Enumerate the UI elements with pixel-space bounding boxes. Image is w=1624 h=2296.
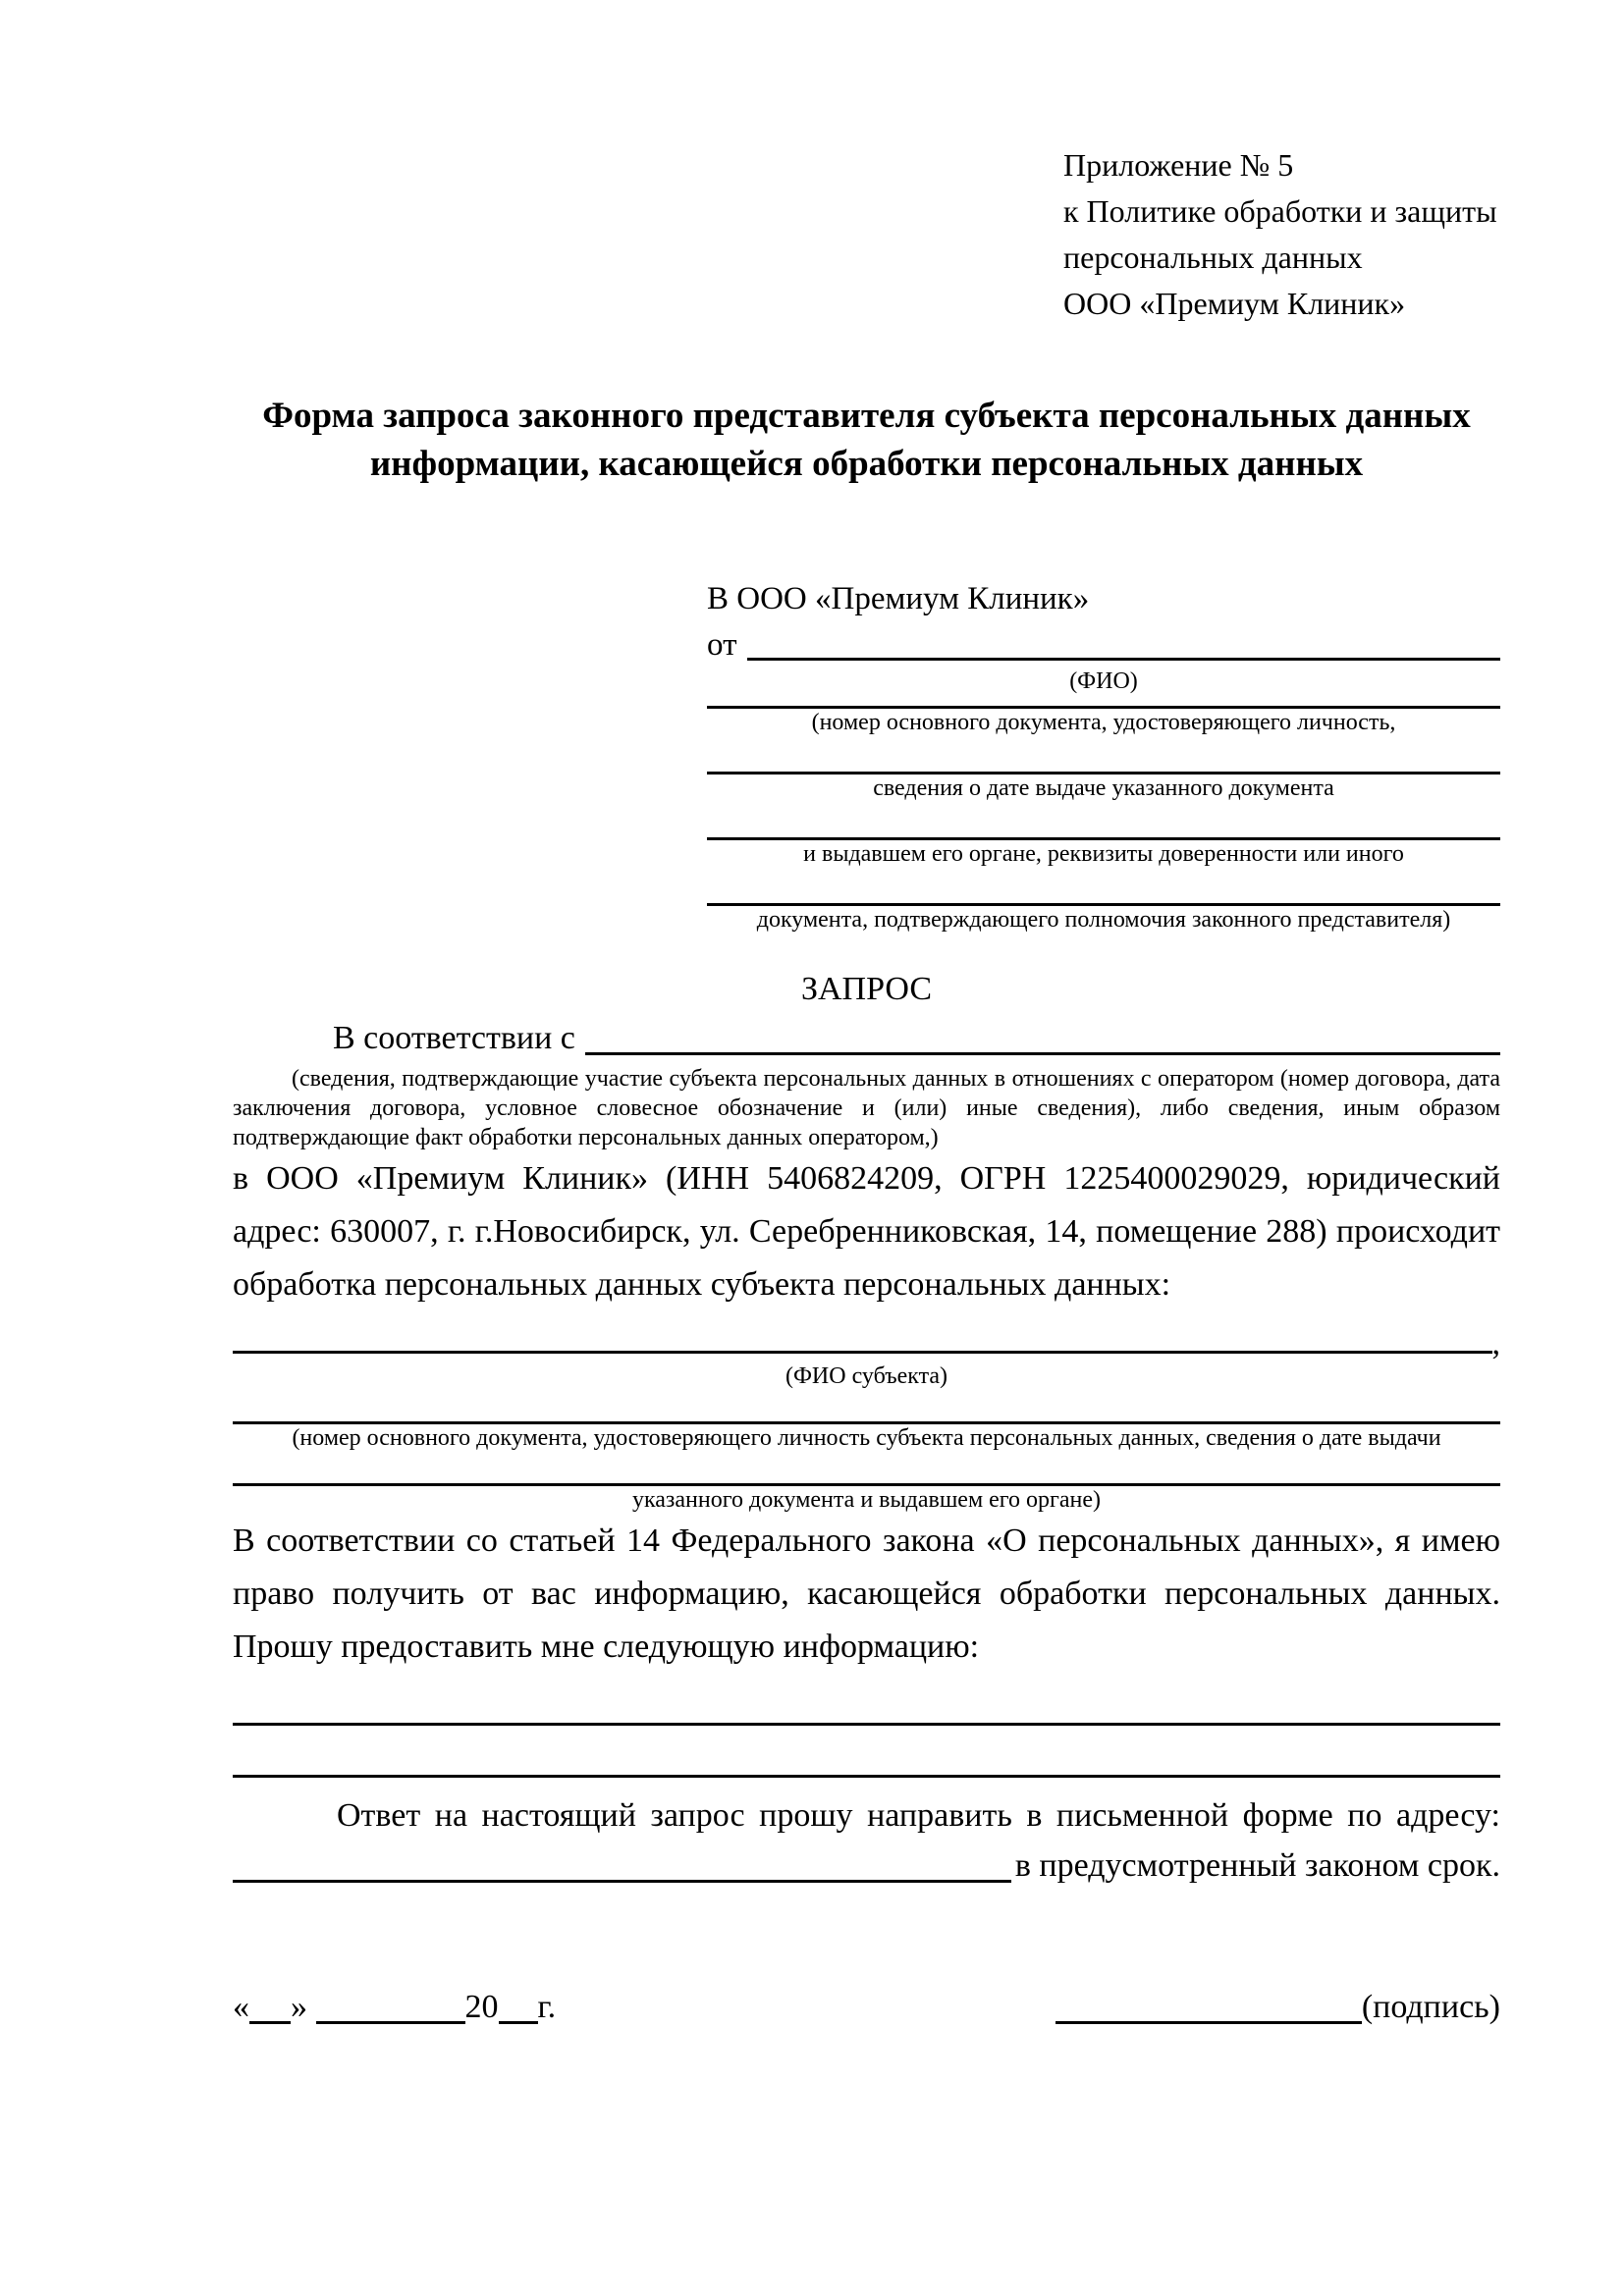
from-label: от (707, 627, 737, 663)
document-title-line2: информации, касающейся обработки персональных данных (369, 444, 1364, 484)
law-paragraph: В соответствии со статьей 14 Федерального закона «О персональных данных», я имею право получить от вас информацию, касающейся обработки персональных данных. Прошу предоставить мне следующую информацию: (233, 1522, 1500, 1665)
subject-document-field-line (233, 1391, 1500, 1424)
signature-line (1056, 1991, 1362, 2024)
date-month-line (316, 1991, 465, 2024)
relation-details-field-line (585, 1052, 1500, 1055)
subject-fio-row (233, 1325, 1500, 1362)
fio-field-line (747, 658, 1501, 661)
from-row (707, 622, 1500, 667)
intro-label: В соответствии с (333, 1020, 575, 1056)
authority-document-field-line (707, 869, 1500, 906)
appendix-note-line: к Политике обработки и защиты (1063, 193, 1497, 229)
subject-document-caption-1: (номер основного документа, удостоверяющего личность субъекта персональных данных, сведения о дате выдачи (292, 1425, 1441, 1451)
appendix-note-line: ООО «Премиум Клиник» (1063, 286, 1406, 321)
addressee-to: В ООО «Премиум Клиник» (707, 581, 1090, 616)
subject-fio-field-line (233, 1351, 1492, 1354)
subject-fio-comma: , (1491, 1325, 1500, 1362)
appendix-note-line: Приложение № 5 (1063, 147, 1294, 183)
answer-address-row (233, 1842, 1500, 1890)
addressee-block (707, 576, 1500, 934)
appendix-note-line: персональных данных (1063, 240, 1363, 275)
requested-info-field-line-1 (233, 1674, 1500, 1726)
authority-document-caption: документа, подтверждающего полномочия законного представителя) (756, 907, 1451, 933)
issuing-authority-field-line (707, 803, 1500, 840)
issue-date-caption: сведения о дате выдаче указанного документа (873, 775, 1334, 801)
date-day-line (249, 1991, 291, 2024)
operator-paragraph: в ООО «Премиум Клиник» (ИНН 5406824209, ОГРН 1225400029029, юридический адрес: 630007, г. г.Новосибирск, ул. Серебренниковская, 14, помещение 288) происходит обработка персональных данных субъекта персональных данных: (233, 1160, 1500, 1303)
document-title (233, 392, 1500, 488)
document-number-caption: (номер основного документа, удостоверяющего личность, (811, 710, 1396, 735)
subject-fio-caption: (ФИО субъекта) (785, 1363, 948, 1389)
document-title-line1: Форма запроса законного представителя субъекта персональных данных (262, 396, 1471, 436)
answer-sentence: Ответ на настоящий запрос прошу направить в письменной форме по адресу: (337, 1797, 1500, 1834)
answer-suffix: в предусмотренный законом срок. (1014, 1847, 1500, 1884)
footer-row (233, 1984, 1500, 2031)
date-field (233, 1984, 556, 2031)
date-year-prefix: 20 (464, 1989, 499, 2025)
date-year-line (499, 1991, 538, 2024)
date-quote-open: « (233, 1989, 249, 2025)
fio-caption: (ФИО) (1069, 668, 1138, 694)
request-heading: ЗАПРОС (800, 971, 933, 1007)
subject-document-caption-2: указанного документа и выдавшем его органе) (631, 1487, 1102, 1513)
issuing-authority-caption: и выдавшем его органе, реквизиты доверенности или иного (803, 841, 1404, 867)
date-quote-close: » (291, 1989, 316, 2025)
requested-info-field-line-2 (233, 1726, 1500, 1778)
intro-row (233, 1015, 1500, 1062)
answer-address-field-line (233, 1880, 1011, 1883)
signature-field (1056, 1984, 1500, 2031)
issue-date-field-line (707, 737, 1500, 774)
document-number-field-line (707, 696, 1500, 709)
subject-document-field-line-2 (233, 1453, 1500, 1486)
appendix-note (1063, 142, 1500, 327)
relation-details-caption: (сведения, подтверждающие участие субъекта персональных данных в отношениях с оператором (номер договора, дата заключения договора, условное словесное обозначение и (или) иные сведения), либо сведения, иным образом подтверждающие факт обработки персональных данных оператором,) (233, 1066, 1500, 1150)
signature-caption: (подпись) (1361, 1989, 1500, 2025)
date-year-suffix: г. (537, 1989, 557, 2025)
